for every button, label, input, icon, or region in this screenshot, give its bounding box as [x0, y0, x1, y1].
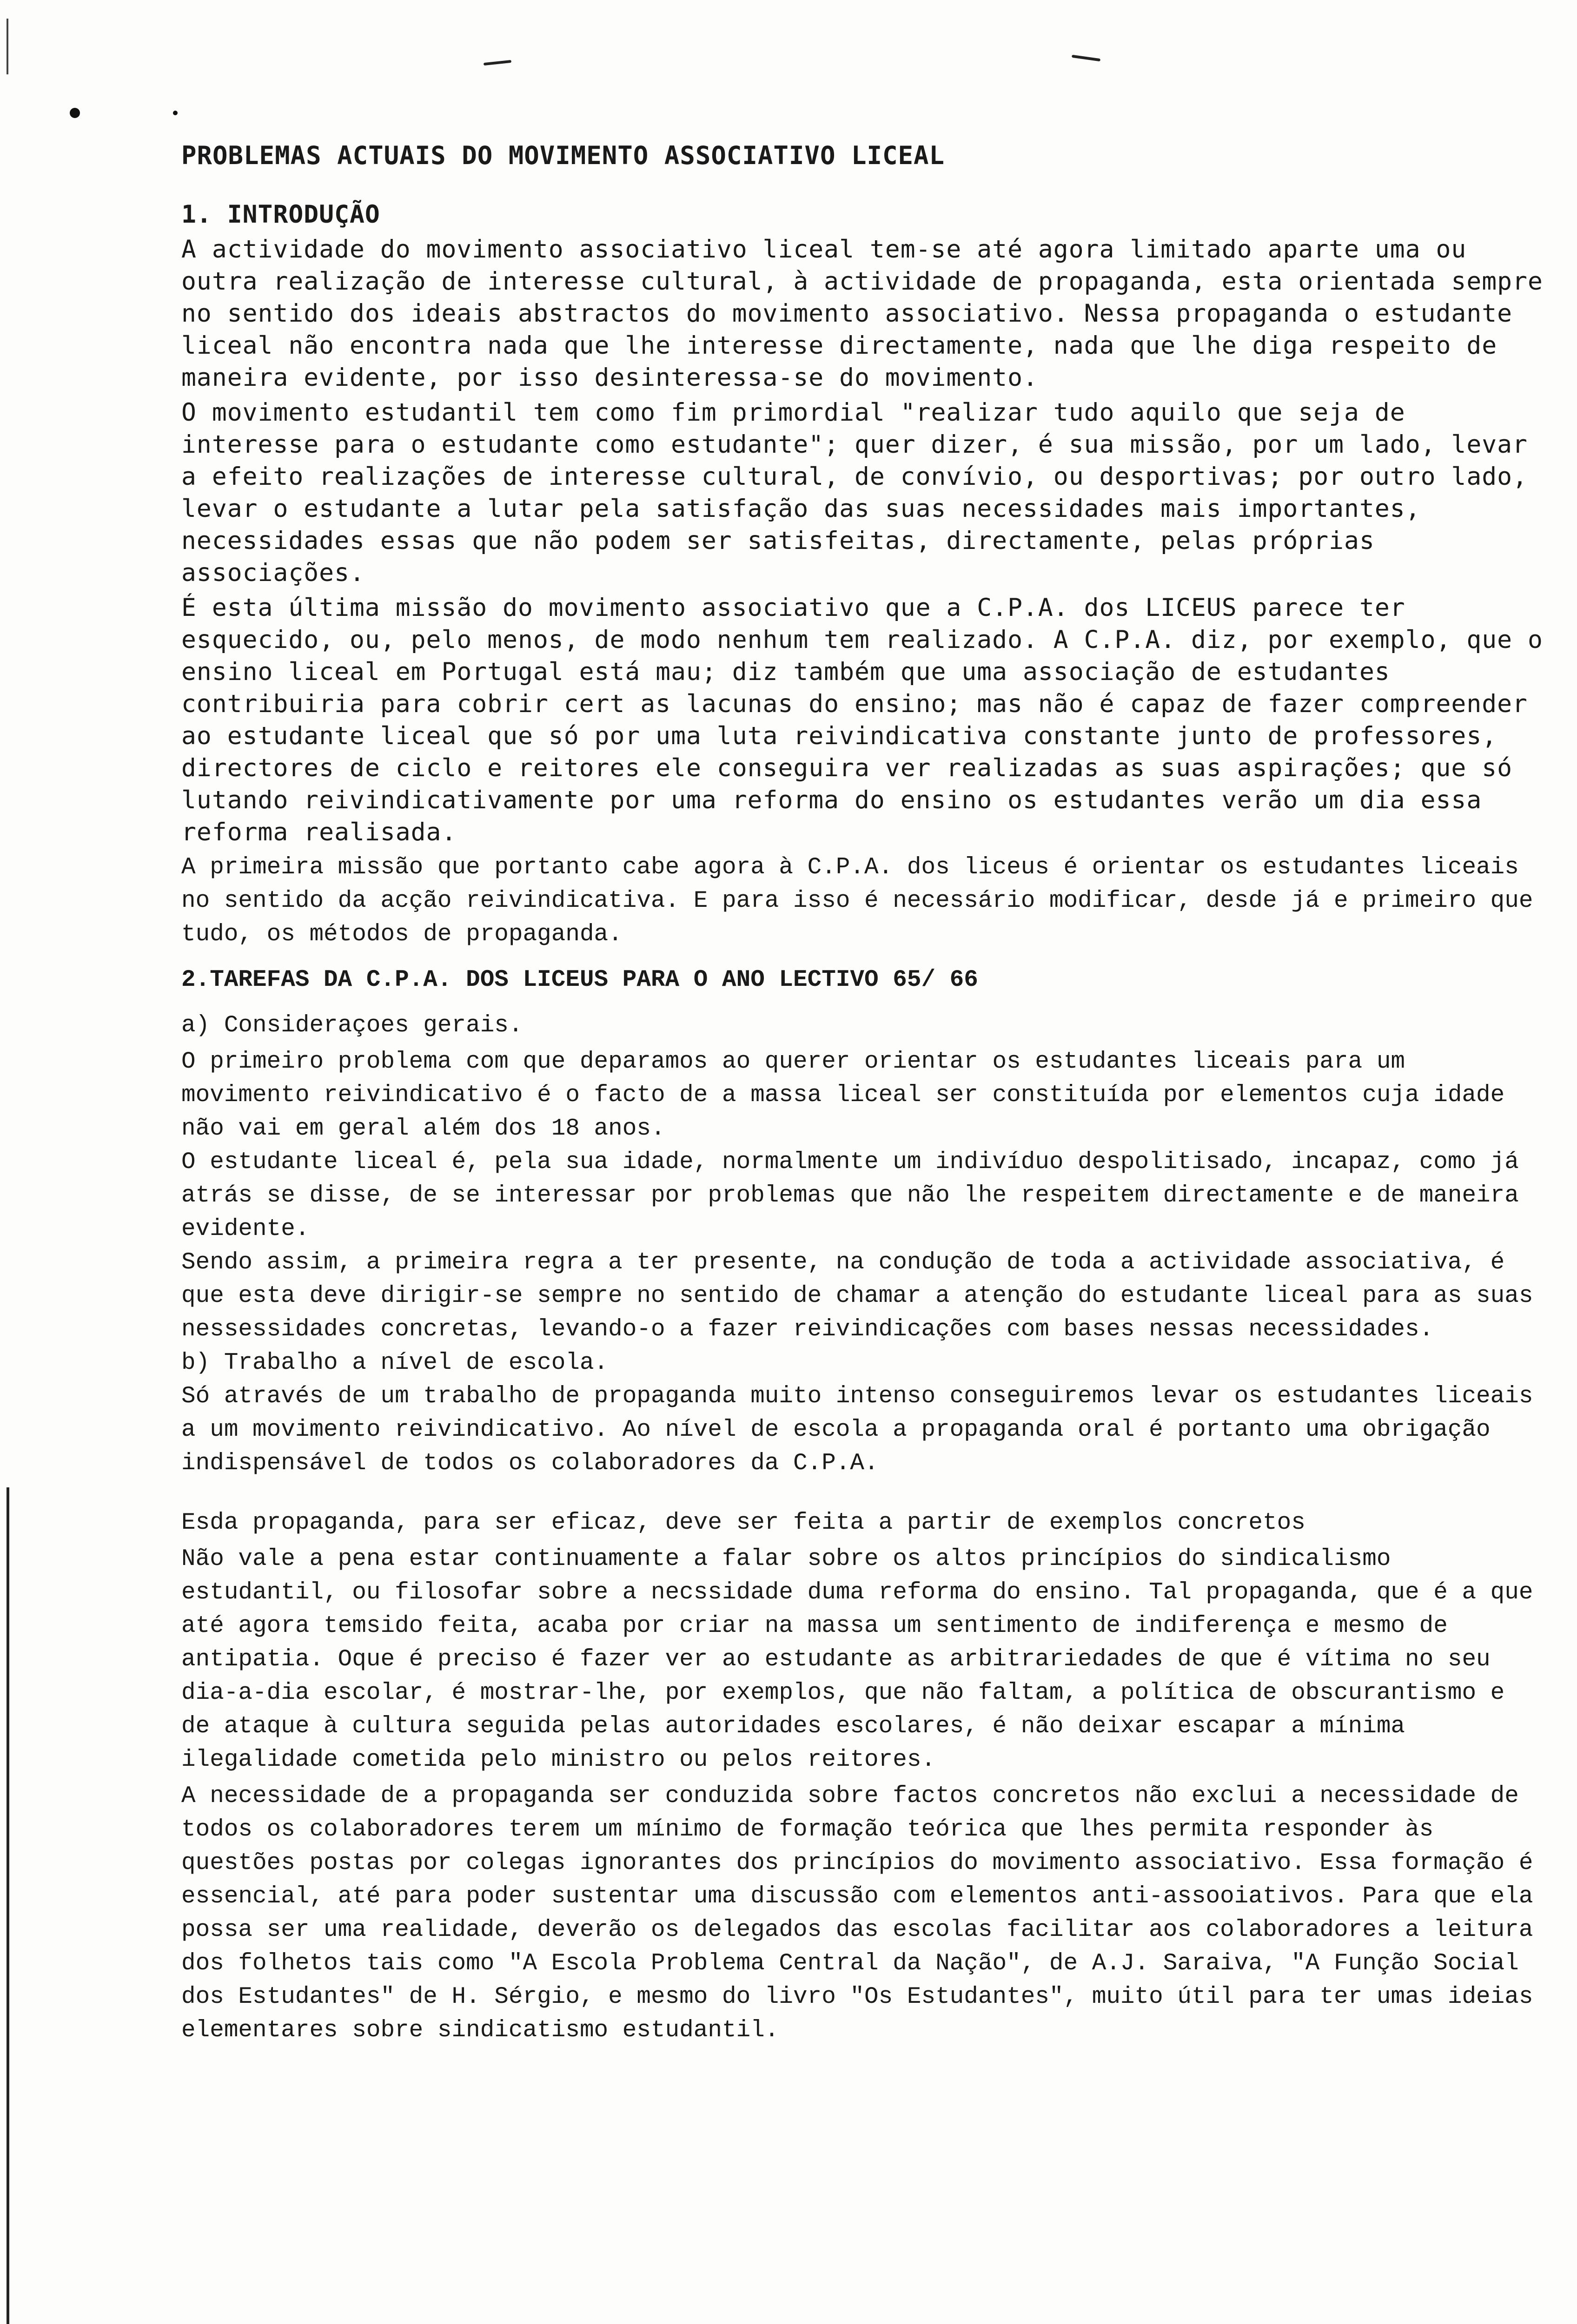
tasks-a-paragraph-1: O primeiro problema com que deparamos ao querer orientar os estudantes liceais para um movimento reivindicativo é o facto de a massa liceal ser constituída por elementos cuja idade não vai em geral além dos 18 anos. [181, 1049, 1505, 1142]
intro-paragraph-3: É esta última missão do movimento associativo que a C.P.A. dos LICEUS parece ter esquecido, ou, pelo menos, de modo nenhum tem realizado. A C.P.A. diz, por exemplo, que o ensino liceal em Portugal está mau; diz também que uma associação de estudantes contribuiria para cobrir cert as lacunas do ensino; mas não é capaz de fazer compreender ao estudante liceal que só por uma luta reivindicativa constante junto de professores, directores de ciclo e reitores ele conseguira ver realizadas as suas aspirações; que só lutando reivindicativamente por uma reforma do ensino os estudantes verão um dia essa reforma realisada. [181, 594, 1543, 846]
subsection-b-heading: b) Trabalho a nível de escola. [181, 1350, 609, 1376]
scan-tick-2 [1072, 55, 1100, 62]
document-title: PROBLEMAS ACTUAIS DO MOVIMENTO ASSOCIATIVO LICEAL [181, 141, 945, 170]
scan-edge-line [7, 1487, 9, 2324]
intro-paragraph-1: A actividade do movimento associativo liceal tem-se até agora limitado aparte uma ou outra realização de interesse cultural, à actividade de propaganda, esta orientada sempre no sentido dos ideais abstractos do movimento associativo. Nessa propaganda o estudante liceal não encontra nada que lhe interesse directamente, nada que lhe diga respeito de maneira evidente, por isso desinteressa-se do movimento. [181, 235, 1543, 392]
tasks-b-paragraph-1: Só através de um trabalho de propaganda muito intenso conseguiremos levar os estudantes liceais a um movimento reivindicativo. Ao nível de escola a propaganda oral é portanto uma obrigação indispensável de todos os colaboradores da C.P.A. [181, 1383, 1533, 1477]
section-heading-intro: 1. INTRODUÇÃO [181, 200, 380, 229]
punch-mark-small [173, 111, 178, 115]
tasks-a-paragraph-3: Sendo assim, a primeira regra a ter presente, na condução de toda a actividade associativa, é que esta deve dirigir-se sempre no sentido de chamar a atenção do estudante liceal para as suas nessessidades concretas, levando-o a fazer reivindicações com bases nessas necessidades. [181, 1249, 1533, 1343]
tasks-b-paragraph-4: A necessidade de a propaganda ser conduzida sobre factos concretos não exclui a necessidade de todos os colaboradores terem um mínimo de formação teórica que lhes permita responder às questões postas por colegas ignorantes dos princípios do movimento associativo. Essa formação é essencial, até para poder sustentar uma discussão com elementos anti-assooiativos. Para que ela possa ser uma realidade, deverão os delegados das escolas facilitar aos colaboradores a leitura dos folhetos tais como "A Escola Problema Central da Nação", de A.J. Saraiva, "A Função Social dos Estudantes" de H. Sérgio, e mesmo do livro "Os Estudantes", muito útil para ter umas ideias elementares sobre sindicatismo estudantil. [181, 1783, 1533, 2044]
intro-paragraph-2: O movimento estudantil tem como fim primordial "realizar tudo aquilo que seja de interesse para o estudante como estudante"; quer dizer, é sua missão, por um lado, levar a efeito realizações de interesse cultural, de convívio, ou desportivas; por outro lado, levar o estudante a lutar pela satisfação das suas necessidades mais importantes, necessidades essas que não podem ser satisfeitas, directamente, pelas próprias associações. [181, 398, 1528, 587]
document-body [181, 139, 1544, 2047]
section-heading-tasks: 2.TAREFAS DA C.P.A. DOS LICEUS PARA O ANO LECTIVO 65/ 66 [181, 967, 978, 993]
intro-paragraph-4: A primeira missão que portanto cabe agora à C.P.A. dos liceus é orientar os estudantes liceais no sentido da acção reivindicativa. E para isso é necessário modificar, desde já e primeiro que tudo, os métodos de propaganda. [181, 854, 1533, 948]
tasks-a-paragraph-2: O estudante liceal é, pela sua idade, normalmente um indivíduo despolitisado, incapaz, como já atrás se disse, de se interessar por problemas que não lhe respeitem directamente e de maneira evidente. [181, 1149, 1519, 1242]
scan-tick [484, 60, 511, 66]
scan-edge-mark [7, 19, 8, 74]
tasks-b-paragraph-3: Não vale a pena estar continuamente a falar sobre os altos princípios do sindicalismo estudantil, ou filosofar sobre a necssidade duma reforma do ensino. Tal propaganda, que é a que até agora temsido feita, acaba por criar na massa um sentimento de indiferença e mesmo de antipatia. Oque é preciso é fazer ver ao estudante as arbitrariedades de que é vítima no seu dia-a-dia escolar, é mostrar-lhe, por exemplos, que não faltam, a política de obscurantismo e de ataque à cultura seguida pelas autoridades escolares, é não deixar escapar a mínima ilegalidade cometida pelo ministro ou pelos reitores. [181, 1546, 1533, 1773]
subsection-a-heading: a) Consideraçoes gerais. [181, 1012, 523, 1039]
tasks-b-paragraph-2: Esda propaganda, para ser eficaz, deve ser feita a partir de exemplos concretos [181, 1510, 1305, 1536]
punch-mark [70, 108, 80, 118]
